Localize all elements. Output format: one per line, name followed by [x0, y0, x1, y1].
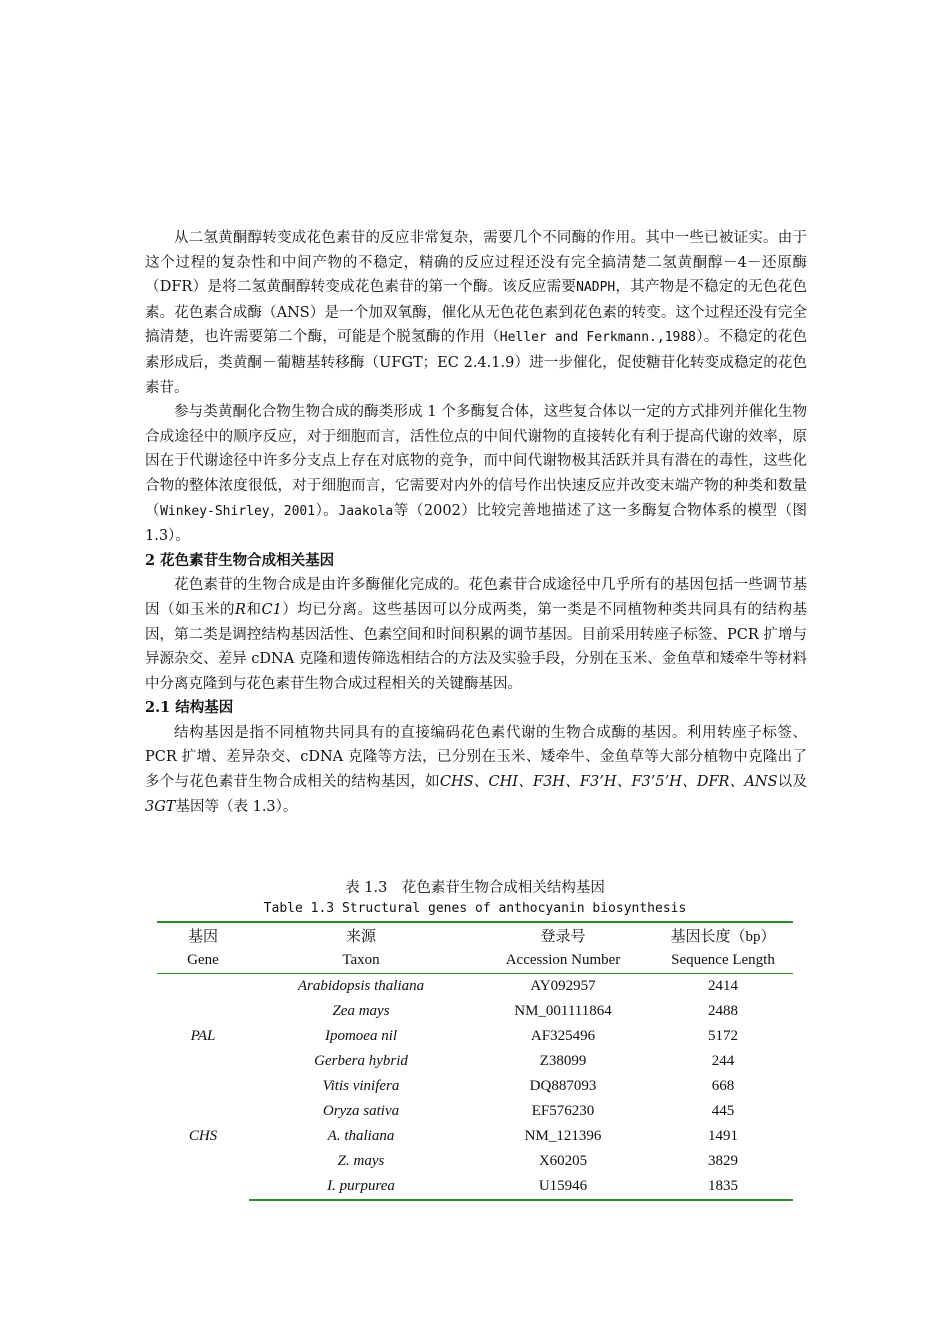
gene-cell — [157, 999, 249, 1024]
header-cell: Taxon — [342, 952, 380, 968]
length-cell: 445 — [711, 1103, 735, 1119]
paragraph-2 — [145, 400, 807, 549]
gene-name: C1 — [261, 601, 282, 618]
gene-cell — [157, 974, 249, 1000]
gene-cell — [157, 1174, 249, 1200]
header-cell: 基因长度（bp） — [670, 929, 776, 945]
table-header-row-cn — [157, 922, 793, 948]
header-cell: 来源 — [345, 929, 376, 945]
gene-name: 3GT — [145, 798, 176, 815]
length-cell: 5172 — [708, 1028, 738, 1044]
header-cell: 基因 — [187, 929, 218, 945]
taxon-cell: Z. mays — [337, 1153, 385, 1169]
text-run: 和 — [245, 601, 262, 618]
table-row — [157, 1024, 793, 1049]
accession-cell: AY092957 — [530, 978, 596, 994]
table-row — [157, 1124, 793, 1149]
paragraph-3 — [145, 573, 807, 696]
paragraph-4 — [145, 721, 807, 819]
text-run: 参与类黄酮化合物生物合成的酶类形成 1 个多酶复合体，这些复合体以一定的方式排列并催化生物合成途径中的顺序反应，对于细胞而言，活性位点的中间代谢物的直接转化有利于提高代谢的效率，原因在于代谢途径中许多分支点上存在对底物的竞争，而中间代谢物极其活跃并具有潜在的毒性，这些化合物的整体浓度很低，对于细胞而言，它需要对内外的信号作出快速反应并改变末端产物的种类和数量（ — [145, 404, 807, 519]
gene-cell: CHS — [188, 1128, 218, 1144]
body-text — [145, 226, 807, 819]
text-run: ）。不稳定的花色素形成后，类黄酮－葡糖基转移酶（UFGT；EC 2.4.1.9）进一步催化，促使糖苷化转变成稳定的花色素苷。 — [145, 329, 808, 396]
header-cell: Gene — [187, 952, 219, 968]
gene-cell — [157, 1149, 249, 1174]
gene-cell — [157, 1074, 249, 1099]
taxon-cell: Gerbera hybrid — [314, 1053, 408, 1069]
accession-cell: NM_121396 — [524, 1128, 602, 1144]
taxon-cell: Oryza sativa — [322, 1103, 400, 1119]
table-row — [157, 999, 793, 1024]
text-run: ，其产物是不稳定的无色花色素。花色素合成酶（ANS）是一个加双氧酶，催化从无色花色素到花色素的转变。这个过程还没有完全搞清楚，也许需要第二个酶，可能是个脱氢酶的作用（ — [145, 279, 807, 346]
table-row — [157, 1099, 793, 1124]
accession-cell: U15946 — [473, 1174, 653, 1200]
table-row — [157, 1049, 793, 1074]
subsection-heading: 2.1 结构基因 — [145, 699, 234, 717]
text-run: ）均已分离。这些基因可以分成两类，第一类是不同植物种类共同具有的结构基因，第二类是调控结构基因活性、色素空间和时间积累的调节基因。目前采用转座子标签、PCR 扩增与异源杂交、差异 cDNA 克隆和遗传筛选相结合的方法及实验手段，分别在玉米、金鱼草和矮牵牛等材料中分离克隆到与花色素苷生物合成过程相关的关键酶基因。 — [145, 601, 808, 692]
text-run: 花色素苷的生物合成是由许多酶催化完成的。花色素苷合成途径中几乎所有的基因包括一些调节基因（如玉米的 — [145, 577, 807, 618]
table-row — [157, 1074, 793, 1099]
gene-cell — [157, 1099, 249, 1124]
length-cell: 1491 — [708, 1128, 738, 1144]
table-header-row-en — [157, 948, 793, 974]
taxon-cell: A. thaliana — [327, 1128, 395, 1144]
text-run: 等（2002）比较完善地描述了这一多酶复合物体系的模型（图1.3）。 — [145, 502, 807, 545]
taxon-cell: I. purpurea — [249, 1174, 473, 1200]
accession-cell: Z38099 — [539, 1053, 587, 1069]
text-run: 以及 — [777, 774, 808, 791]
taxon-cell: Vitis vinifera — [322, 1078, 400, 1094]
length-cell: 244 — [711, 1053, 735, 1069]
gene-name: R — [235, 601, 246, 618]
taxon-cell: Ipomoea nil — [324, 1028, 398, 1044]
header-cell: 登录号 — [540, 929, 586, 945]
table-row — [157, 1149, 793, 1174]
gene-list: CHS、CHI、F3H、F3’H、F3’5’H、DFR、ANS — [439, 774, 778, 791]
citation: Jaakola — [338, 503, 394, 519]
citation: Winkey-Shirley，2001 — [160, 503, 316, 519]
table-row — [157, 1174, 793, 1200]
section-heading: 2 花色素苷生物合成相关基因 — [145, 551, 335, 569]
gene-cell — [157, 1049, 249, 1074]
accession-cell: AF325496 — [530, 1028, 596, 1044]
text-run: 基因等（表 1.3）。 — [175, 798, 298, 815]
header-cell: Sequence Length — [671, 952, 775, 968]
paragraph-1 — [145, 226, 807, 400]
header-cell: Accession Number — [505, 952, 621, 968]
taxon-cell: Zea mays — [332, 1003, 390, 1019]
citation: Heller and Ferkmann.,1988 — [499, 330, 696, 346]
accession-cell: DQ887093 — [529, 1078, 597, 1094]
table-caption-en: Table 1.3 Structural genes of anthocyanin biosynthesis — [263, 901, 687, 916]
text-run: 从二氢黄酮醇转变成花色素苷的反应非常复杂，需要几个不同酶的作用。其中一些已被证实。由于这个过程的复杂性和中间产物的不稳定，精确的反应过程还没有完全搞清楚二氢黄酮醇－4－还原酶（DFR）是将二氢黄酮醇转变成花色素苷的第一个酶。该反应需要 — [145, 230, 807, 296]
table-caption-cn: 表 1.3 花色素苷生物合成相关结构基因 — [345, 880, 605, 896]
accession-cell: EF576230 — [531, 1103, 595, 1119]
text-run: 结构基因是指不同植物共同具有的直接编码花色素代谢的生物合成酶的基因。利用转座子标签、PCR 扩增、差异杂交、cDNA 克隆等方法，已分别在玉米、矮牵牛、金鱼草等大部分植物中克隆出了多个与花色素苷生物合成相关的结构基因，如 — [145, 724, 807, 791]
structural-genes-table — [157, 921, 793, 1201]
length-cell: 3829 — [708, 1153, 738, 1169]
length-cell: 1835 — [653, 1174, 793, 1200]
text-run: NADPH — [576, 280, 616, 296]
accession-cell: NM_001111864 — [514, 1003, 612, 1019]
accession-cell: X60205 — [538, 1153, 588, 1169]
table-row — [157, 974, 793, 1000]
taxon-cell: Arabidopsis thaliana — [297, 978, 425, 994]
gene-cell: PAL — [190, 1028, 216, 1044]
length-cell: 2414 — [708, 978, 738, 994]
text-run: ）。 — [315, 502, 339, 519]
length-cell: 2488 — [708, 1003, 738, 1019]
length-cell: 668 — [711, 1078, 735, 1094]
